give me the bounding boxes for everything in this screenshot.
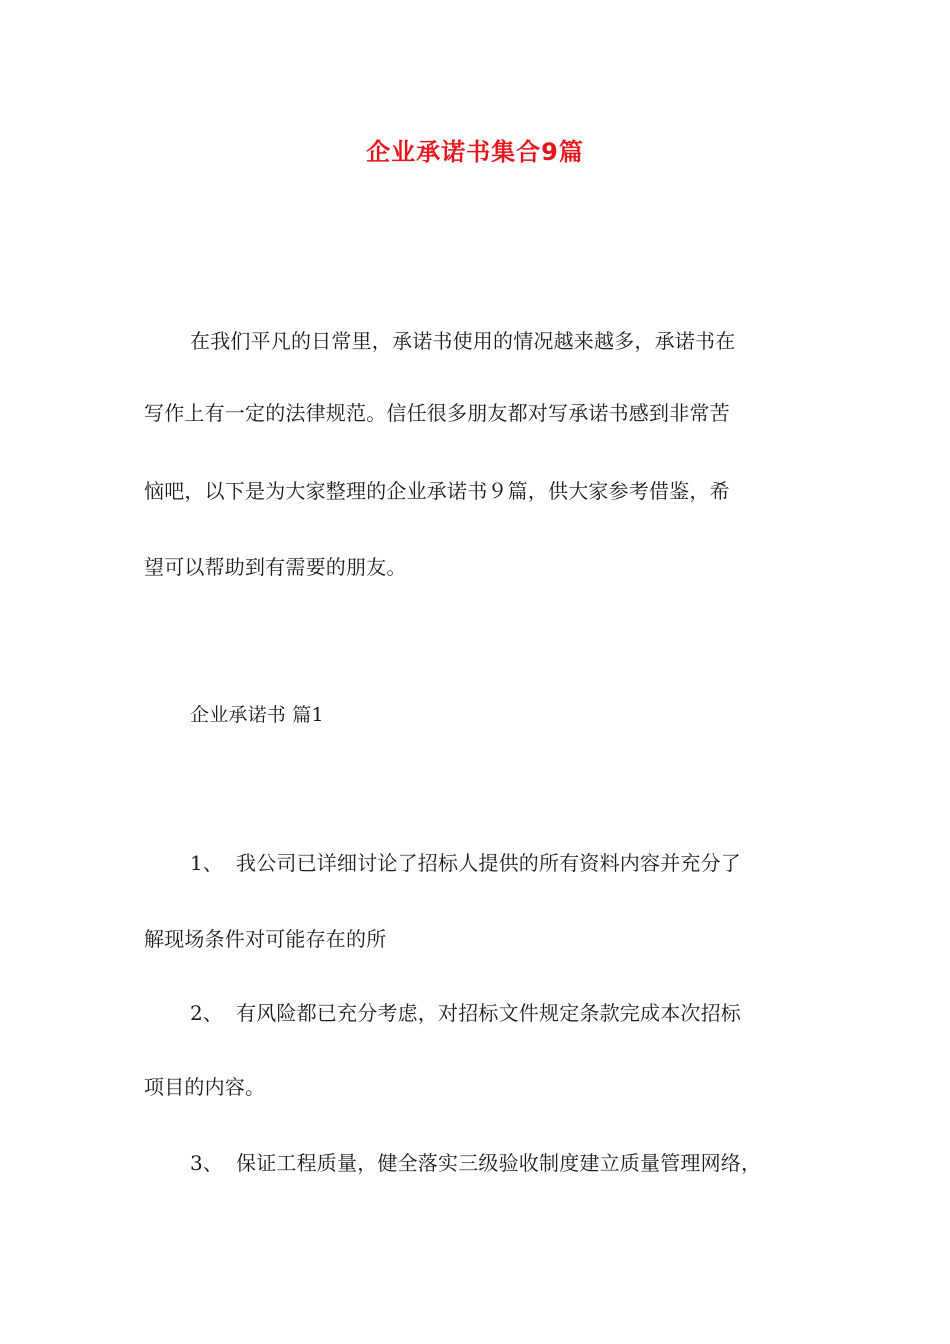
list-item-1-continuation: 解现场条件对可能存在的所 bbox=[144, 927, 387, 951]
list-item-2-continuation: 项目的内容。 bbox=[144, 1075, 266, 1099]
list-item-number: 1、 bbox=[190, 851, 224, 875]
list-item-number: 3、 bbox=[190, 1151, 224, 1175]
section-heading: 企业承诺书 篇1 bbox=[190, 704, 324, 726]
list-item-text: 我公司已详细讨论了招标人提供的所有资料内容并充分了 bbox=[236, 851, 741, 875]
intro-line-2: 写作上有一定的法律规范。信任很多朋友都对写承诺书感到非常苦 bbox=[144, 401, 730, 425]
list-item-text: 保证工程质量，健全落实三级验收制度建立质量管理网络， bbox=[236, 1151, 762, 1175]
intro-line-3: 恼吧，以下是为大家整理的企业承诺书９篇，供大家参考借鉴，希 bbox=[144, 479, 730, 503]
intro-line-1: 在我们平凡的日常里，承诺书使用的情况越来越多，承诺书在 bbox=[190, 329, 736, 353]
list-item-number: 2、 bbox=[190, 1001, 224, 1025]
list-item-3 bbox=[190, 1148, 761, 1178]
list-item-1 bbox=[190, 848, 741, 878]
list-item-text: 有风险都已充分考虑，对招标文件规定条款完成本次招标 bbox=[236, 1001, 741, 1025]
list-item-2 bbox=[190, 998, 741, 1028]
intro-line-4: 望可以帮助到有需要的朋友。 bbox=[144, 555, 407, 579]
document-title: 企业承诺书集合9篇 bbox=[366, 138, 584, 166]
